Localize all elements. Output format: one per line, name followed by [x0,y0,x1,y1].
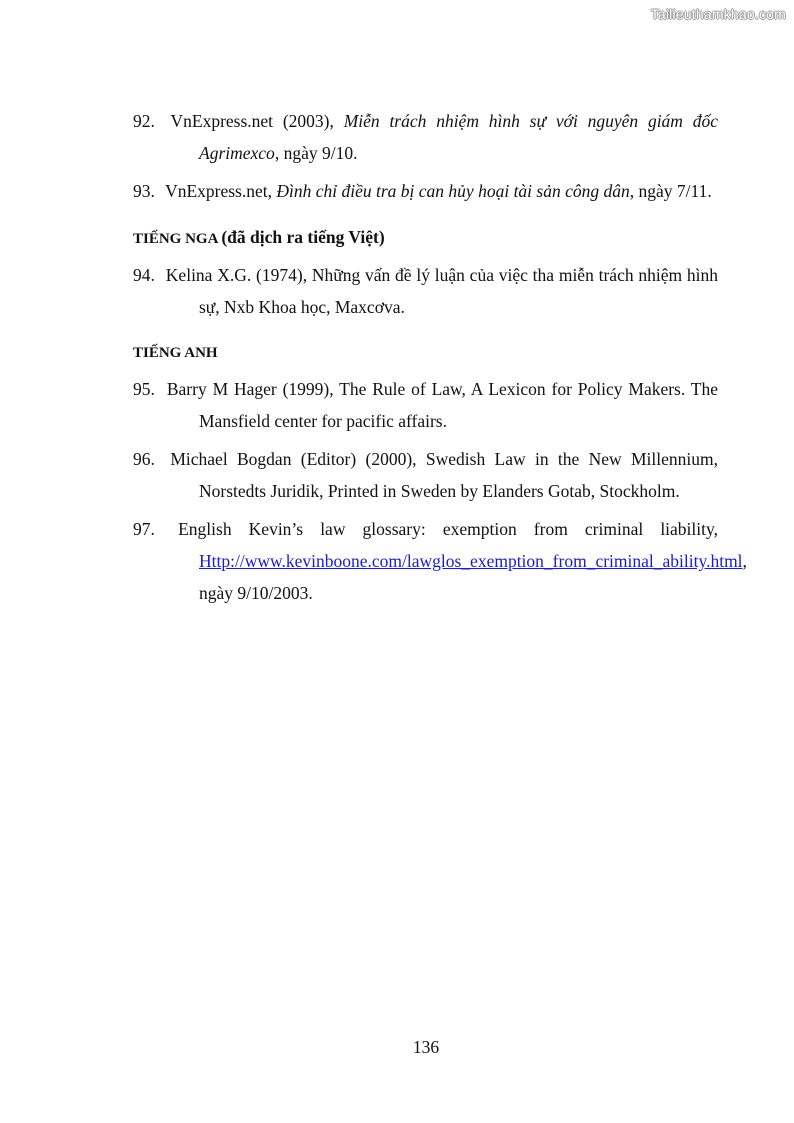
reference-text: Barry M Hager (1999), The Rule of Law, A Lexicon for Policy Makers. The Mansfield center for pacific affairs. [166,379,718,431]
reference-link[interactable]: Http://www.kevinboone.com/lawglos_exemption_from_criminal_ability.html [199,551,743,571]
reference-date: , ngày 7/11. [629,181,712,201]
reference-text: Kelina X.G. (1974), Những vấn đề lý luận của việc tha miễn trách nhiệm hình sự, Nxb Khoa học, Maxcơva. [165,265,719,317]
reference-number: 92. [133,111,155,131]
watermark: Tailieuthamkhao.com [650,6,786,22]
page-number: 136 [412,1037,440,1057]
reference-94 [133,259,718,323]
reference-number: 97. [133,519,155,539]
reference-93 [133,175,718,207]
reference-96 [133,443,718,507]
reference-author: VnExpress.net, [165,181,277,201]
reference-97 [133,513,747,609]
section-heading-russian [133,225,718,251]
reference-number: 93. [133,181,155,201]
reference-text: Michael Bogdan (Editor) (2000), Swedish Law in the New Millennium, Norstedts Juridik, Printed in Sweden by Elanders Gotab, Stockholm. [170,449,719,501]
references-list [133,105,747,609]
reference-text: English Kevin’s law glossary: exemption from criminal liability, [178,519,718,539]
reference-author: VnExpress.net (2003), [170,111,344,131]
reference-number: 95. [133,379,155,399]
reference-date: , ngày 9/10. [274,143,358,163]
reference-title: Đình chỉ điều tra bị can hủy hoại tài sản công dân [276,181,630,201]
reference-date: , ngày 9/10/2003. [199,551,747,603]
heading-caps: TIẾNG NGA [133,231,218,247]
reference-95 [133,373,718,437]
reference-title: Miễn trách nhiệm hình sự với nguyên giám đốc Agrimexco [199,111,719,163]
reference-number: 96. [133,449,155,469]
reference-92 [133,105,718,169]
heading-note: (đã dịch ra tiếng Việt) [221,227,385,247]
section-heading-english: TIẾNG ANH [133,345,218,361]
reference-number: 94. [133,265,155,285]
